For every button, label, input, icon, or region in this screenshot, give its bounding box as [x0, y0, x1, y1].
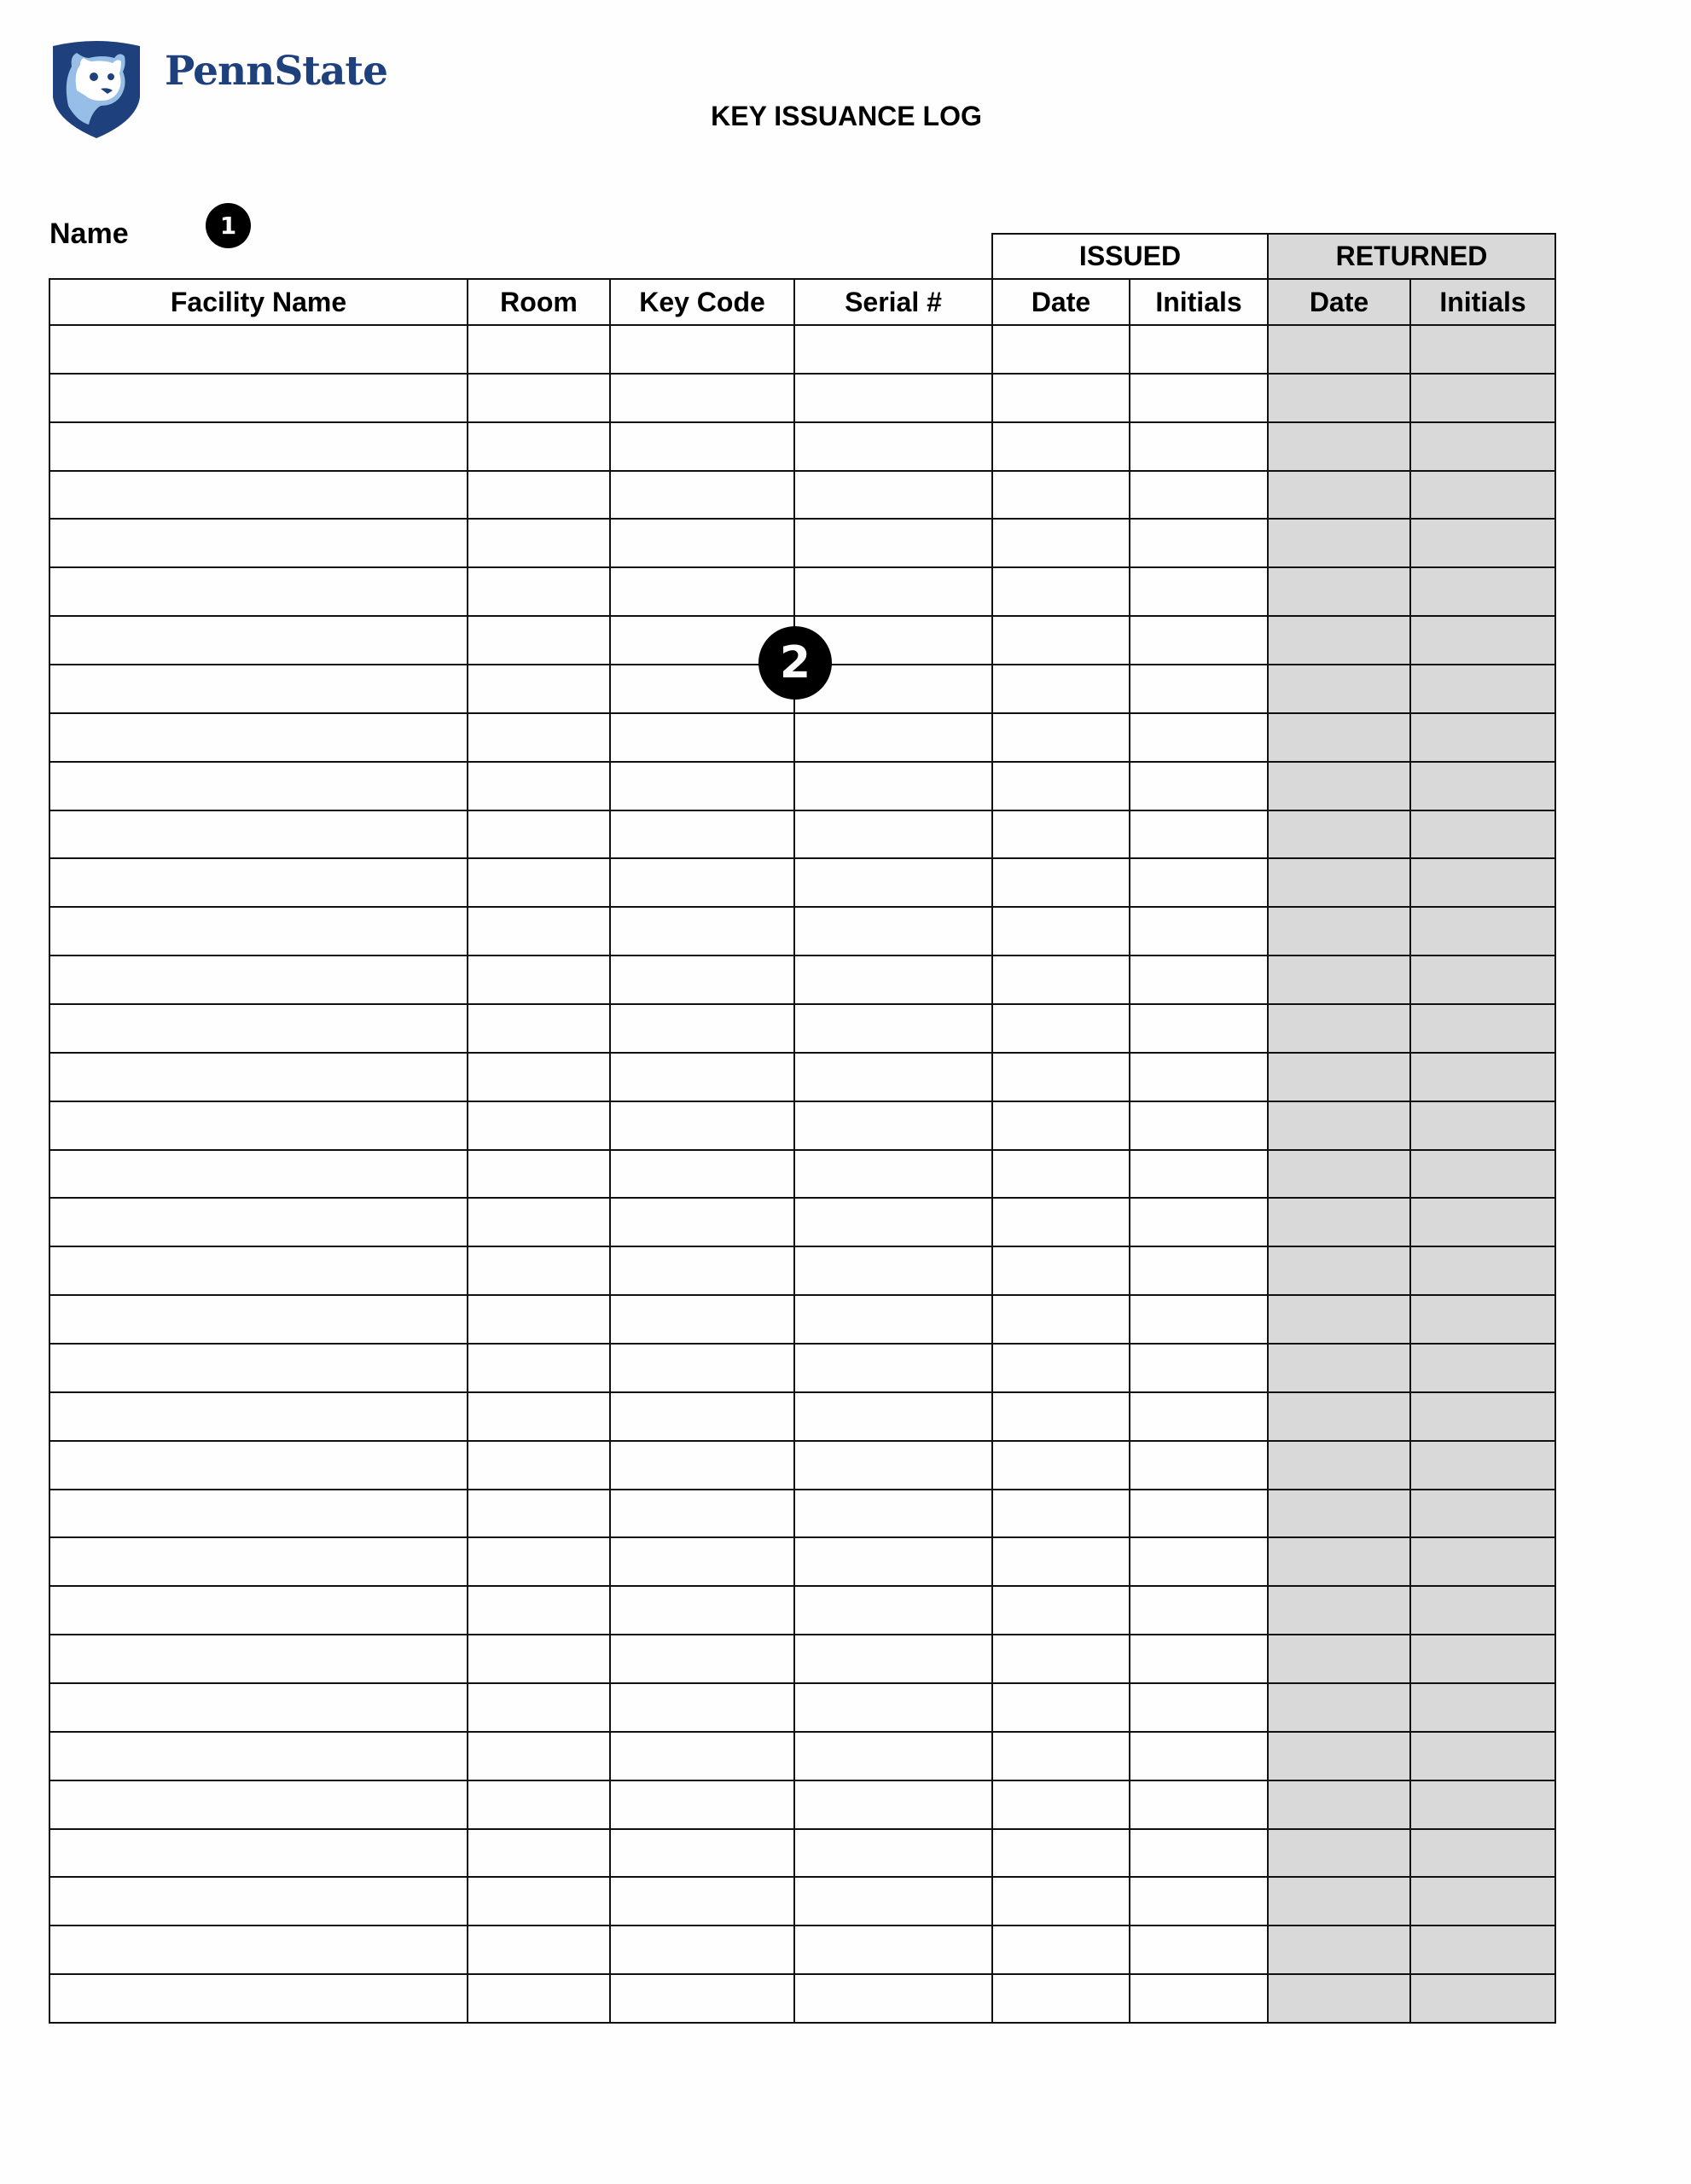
table-cell-issued-date[interactable]: [991, 1391, 1130, 1442]
table-cell-returned-initials[interactable]: [1409, 1828, 1556, 1878]
table-cell-serial-number[interactable]: [793, 1052, 993, 1102]
table-cell-issued-initials[interactable]: [1129, 664, 1269, 714]
table-cell-key-code[interactable]: [609, 1682, 795, 1733]
table-cell-returned-initials[interactable]: [1409, 1149, 1556, 1199]
table-cell-serial-number[interactable]: [793, 1731, 993, 1781]
table-cell-serial-number[interactable]: [793, 761, 993, 811]
table-cell-room[interactable]: [467, 1489, 611, 1538]
table-cell-key-code[interactable]: [609, 518, 795, 568]
table-cell-issued-date[interactable]: [991, 1536, 1130, 1587]
table-cell-facility-name[interactable]: [49, 1828, 468, 1878]
table-cell-returned-initials[interactable]: [1409, 1294, 1556, 1345]
table-cell-issued-date[interactable]: [991, 518, 1130, 568]
table-cell-returned-initials[interactable]: [1409, 1440, 1556, 1490]
table-cell-serial-number[interactable]: [793, 1391, 993, 1442]
table-cell-room[interactable]: [467, 324, 611, 375]
table-cell-serial-number[interactable]: [793, 1101, 993, 1151]
pennstate-logo: [51, 39, 392, 140]
table-cell-returned-initials[interactable]: [1409, 518, 1556, 568]
table-cell-returned-date[interactable]: [1267, 1294, 1411, 1345]
table-cell-facility-name[interactable]: [49, 712, 468, 763]
table-cell-room[interactable]: [467, 1149, 611, 1199]
table-cell-facility-name[interactable]: [49, 1925, 468, 1975]
table-cell-returned-initials[interactable]: [1409, 1682, 1556, 1733]
table-cell-returned-initials[interactable]: [1409, 421, 1556, 472]
table-cell-serial-number[interactable]: [793, 1197, 993, 1247]
table-cell-room[interactable]: [467, 857, 611, 908]
table-cell-returned-date[interactable]: [1267, 1634, 1411, 1684]
table-cell-serial-number[interactable]: [793, 1294, 993, 1345]
table-cell-returned-initials[interactable]: [1409, 1246, 1556, 1296]
table-cell-issued-initials[interactable]: [1129, 1731, 1269, 1781]
table-cell-facility-name[interactable]: [49, 566, 468, 617]
table-cell-key-code[interactable]: [609, 857, 795, 908]
table-cell-issued-initials[interactable]: [1129, 1391, 1269, 1442]
table-cell-returned-initials[interactable]: [1409, 1003, 1556, 1054]
table-cell-room[interactable]: [467, 1003, 611, 1054]
table-cell-key-code[interactable]: [609, 955, 795, 1005]
table-cell-issued-date[interactable]: [991, 1828, 1130, 1878]
table-cell-facility-name[interactable]: [49, 615, 468, 665]
table-cell-returned-initials[interactable]: [1409, 1101, 1556, 1151]
table-cell-issued-date[interactable]: [991, 1101, 1130, 1151]
name-label: Name: [49, 218, 129, 250]
table-cell-room[interactable]: [467, 1682, 611, 1733]
table-cell-room[interactable]: [467, 373, 611, 423]
annotation-badge-1: 1: [206, 203, 251, 248]
table-cell-issued-initials[interactable]: [1129, 857, 1269, 908]
table-cell-key-code[interactable]: [609, 1294, 795, 1345]
table-cell-issued-date[interactable]: [991, 1343, 1130, 1393]
table-cell-facility-name[interactable]: [49, 1246, 468, 1296]
table-cell-returned-initials[interactable]: [1409, 1731, 1556, 1781]
table-cell-issued-date[interactable]: [991, 857, 1130, 908]
table-cell-returned-date[interactable]: [1267, 1440, 1411, 1490]
table-cell-room[interactable]: [467, 664, 611, 714]
table-cell-returned-initials[interactable]: [1409, 761, 1556, 811]
table-cell-issued-date[interactable]: [991, 712, 1130, 763]
table-cell-issued-date[interactable]: [991, 1682, 1130, 1733]
table-cell-room[interactable]: [467, 1294, 611, 1345]
pennstate-wordmark: PennState: [165, 48, 388, 95]
table-cell-room[interactable]: [467, 810, 611, 859]
table-cell-room[interactable]: [467, 1536, 611, 1587]
table-cell-room[interactable]: [467, 1391, 611, 1442]
table-cell-returned-initials[interactable]: [1409, 1876, 1556, 1926]
table-cell-returned-initials[interactable]: [1409, 906, 1556, 956]
table-cell-room[interactable]: [467, 1052, 611, 1102]
table-cell-facility-name[interactable]: [49, 1101, 468, 1151]
table-cell-room[interactable]: [467, 1101, 611, 1151]
table-cell-issued-initials[interactable]: [1129, 1536, 1269, 1587]
table-cell-issued-date[interactable]: [991, 1440, 1130, 1490]
table-cell-issued-date[interactable]: [991, 566, 1130, 617]
table-cell-serial-number[interactable]: [793, 906, 993, 956]
table-cell-returned-date[interactable]: [1267, 1391, 1411, 1442]
table-cell-facility-name[interactable]: [49, 1489, 468, 1538]
table-cell-facility-name[interactable]: [49, 1682, 468, 1733]
table-cell-key-code[interactable]: [609, 761, 795, 811]
table-cell-key-code[interactable]: [609, 324, 795, 375]
table-cell-returned-date[interactable]: [1267, 566, 1411, 617]
table-cell-room[interactable]: [467, 1197, 611, 1247]
table-cell-key-code[interactable]: [609, 810, 795, 859]
table-cell-issued-initials[interactable]: [1129, 1440, 1269, 1490]
table-cell-returned-initials[interactable]: [1409, 810, 1556, 859]
table-cell-serial-number[interactable]: [793, 1828, 993, 1878]
table-cell-returned-date[interactable]: [1267, 810, 1411, 859]
table-cell-key-code[interactable]: [609, 1197, 795, 1247]
table-cell-room[interactable]: [467, 470, 611, 520]
table-cell-serial-number[interactable]: [793, 1440, 993, 1490]
table-cell-issued-initials[interactable]: [1129, 1489, 1269, 1538]
table-cell-issued-date[interactable]: [991, 421, 1130, 472]
table-cell-returned-initials[interactable]: [1409, 566, 1556, 617]
table-cell-returned-date[interactable]: [1267, 324, 1411, 375]
table-cell-returned-date[interactable]: [1267, 1780, 1411, 1830]
table-cell-room[interactable]: [467, 566, 611, 617]
table-cell-key-code[interactable]: [609, 1876, 795, 1926]
table-cell-returned-initials[interactable]: [1409, 1780, 1556, 1830]
table-cell-issued-initials[interactable]: [1129, 1149, 1269, 1199]
table-cell-key-code[interactable]: [609, 1343, 795, 1393]
table-cell-issued-date[interactable]: [991, 1246, 1130, 1296]
table-cell-returned-initials[interactable]: [1409, 664, 1556, 714]
table-cell-issued-initials[interactable]: [1129, 1197, 1269, 1247]
table-cell-returned-initials[interactable]: [1409, 615, 1556, 665]
table-cell-key-code[interactable]: [609, 1634, 795, 1684]
table-cell-room[interactable]: [467, 1343, 611, 1393]
table-cell-room[interactable]: [467, 712, 611, 763]
table-cell-facility-name[interactable]: [49, 955, 468, 1005]
table-cell-serial-number[interactable]: [793, 1780, 993, 1830]
table-cell-issued-date[interactable]: [991, 955, 1130, 1005]
column-header-issued-initials: Initials: [1129, 278, 1269, 326]
table-cell-issued-date[interactable]: [991, 1585, 1130, 1635]
table-cell-serial-number[interactable]: [793, 1003, 993, 1054]
table-cell-room[interactable]: [467, 906, 611, 956]
table-cell-room[interactable]: [467, 1780, 611, 1830]
table-cell-issued-date[interactable]: [991, 373, 1130, 423]
table-cell-returned-date[interactable]: [1267, 857, 1411, 908]
table-cell-serial-number[interactable]: [793, 810, 993, 859]
table-cell-issued-date[interactable]: [991, 1197, 1130, 1247]
table-cell-returned-date[interactable]: [1267, 1731, 1411, 1781]
table-cell-returned-initials[interactable]: [1409, 955, 1556, 1005]
table-cell-issued-initials[interactable]: [1129, 1828, 1269, 1878]
table-cell-returned-date[interactable]: [1267, 1343, 1411, 1393]
table-cell-key-code[interactable]: [609, 1780, 795, 1830]
table-cell-issued-date[interactable]: [991, 1780, 1130, 1830]
table-cell-issued-initials[interactable]: [1129, 518, 1269, 568]
table-cell-returned-date[interactable]: [1267, 1876, 1411, 1926]
table-cell-facility-name[interactable]: [49, 1197, 468, 1247]
table-cell-issued-date[interactable]: [991, 324, 1130, 375]
column-header-key-code: Key Code: [609, 278, 795, 326]
table-cell-issued-date[interactable]: [991, 1003, 1130, 1054]
table-cell-key-code[interactable]: [609, 373, 795, 423]
table-cell-issued-initials[interactable]: [1129, 373, 1269, 423]
table-cell-returned-date[interactable]: [1267, 955, 1411, 1005]
table-cell-issued-initials[interactable]: [1129, 1246, 1269, 1296]
table-cell-returned-initials[interactable]: [1409, 1343, 1556, 1393]
table-cell-returned-date[interactable]: [1267, 712, 1411, 763]
table-cell-issued-initials[interactable]: [1129, 566, 1269, 617]
table-cell-issued-initials[interactable]: [1129, 615, 1269, 665]
table-cell-issued-initials[interactable]: [1129, 906, 1269, 956]
table-cell-issued-date[interactable]: [991, 1925, 1130, 1975]
table-cell-returned-initials[interactable]: [1409, 1391, 1556, 1442]
table-cell-issued-date[interactable]: [991, 1731, 1130, 1781]
table-cell-key-code[interactable]: [609, 906, 795, 956]
table-cell-returned-date[interactable]: [1267, 518, 1411, 568]
table-cell-returned-initials[interactable]: [1409, 470, 1556, 520]
column-header-serial-number: Serial #: [793, 278, 993, 326]
table-cell-issued-date[interactable]: [991, 810, 1130, 859]
table-cell-returned-date[interactable]: [1267, 761, 1411, 811]
table-cell-issued-date[interactable]: [991, 1876, 1130, 1926]
table-cell-returned-date[interactable]: [1267, 1682, 1411, 1733]
table-cell-serial-number[interactable]: [793, 857, 993, 908]
table-cell-returned-initials[interactable]: [1409, 1973, 1556, 2024]
table-cell-returned-date[interactable]: [1267, 421, 1411, 472]
table-cell-room[interactable]: [467, 1634, 611, 1684]
table-cell-facility-name[interactable]: [49, 518, 468, 568]
table-cell-issued-initials[interactable]: [1129, 1925, 1269, 1975]
table-cell-key-code[interactable]: [609, 1101, 795, 1151]
group-header-returned: RETURNED: [1267, 233, 1556, 280]
table-cell-facility-name[interactable]: [49, 1973, 468, 2024]
table-cell-room[interactable]: [467, 1973, 611, 2024]
table-cell-issued-date[interactable]: [991, 1489, 1130, 1538]
table-cell-issued-initials[interactable]: [1129, 324, 1269, 375]
table-cell-serial-number[interactable]: [793, 1634, 993, 1684]
table-cell-room[interactable]: [467, 1925, 611, 1975]
table-cell-serial-number[interactable]: [793, 421, 993, 472]
table-cell-returned-date[interactable]: [1267, 1052, 1411, 1102]
table-cell-serial-number[interactable]: [793, 955, 993, 1005]
table-cell-issued-date[interactable]: [991, 1052, 1130, 1102]
table-cell-facility-name[interactable]: [49, 1585, 468, 1635]
table-cell-issued-initials[interactable]: [1129, 1634, 1269, 1684]
table-cell-returned-date[interactable]: [1267, 1536, 1411, 1587]
table-cell-returned-initials[interactable]: [1409, 1536, 1556, 1587]
table-cell-serial-number[interactable]: [793, 1876, 993, 1926]
table-cell-room[interactable]: [467, 615, 611, 665]
table-cell-returned-initials[interactable]: [1409, 1634, 1556, 1684]
table-cell-key-code[interactable]: [609, 1585, 795, 1635]
table-cell-returned-initials[interactable]: [1409, 857, 1556, 908]
table-cell-facility-name[interactable]: [49, 906, 468, 956]
table-cell-returned-date[interactable]: [1267, 1489, 1411, 1538]
table-cell-key-code[interactable]: [609, 1246, 795, 1296]
table-cell-issued-initials[interactable]: [1129, 955, 1269, 1005]
table-cell-serial-number[interactable]: [793, 1343, 993, 1393]
table-cell-room[interactable]: [467, 1731, 611, 1781]
table-cell-returned-initials[interactable]: [1409, 1925, 1556, 1975]
table-cell-returned-initials[interactable]: [1409, 1197, 1556, 1247]
table-cell-issued-initials[interactable]: [1129, 421, 1269, 472]
table-cell-facility-name[interactable]: [49, 1343, 468, 1393]
table-cell-returned-initials[interactable]: [1409, 1052, 1556, 1102]
annotation-badge-2: 2: [758, 626, 832, 700]
table-cell-facility-name[interactable]: [49, 324, 468, 375]
table-cell-returned-date[interactable]: [1267, 615, 1411, 665]
table-cell-issued-initials[interactable]: [1129, 712, 1269, 763]
table-cell-room[interactable]: [467, 1440, 611, 1490]
table-cell-facility-name[interactable]: [49, 664, 468, 714]
table-cell-facility-name[interactable]: [49, 373, 468, 423]
table-cell-returned-date[interactable]: [1267, 1925, 1411, 1975]
table-cell-facility-name[interactable]: [49, 1634, 468, 1684]
table-cell-facility-name[interactable]: [49, 421, 468, 472]
table-cell-returned-initials[interactable]: [1409, 373, 1556, 423]
table-cell-key-code[interactable]: [609, 1973, 795, 2024]
table-cell-facility-name[interactable]: [49, 1003, 468, 1054]
table-cell-issued-date[interactable]: [991, 1149, 1130, 1199]
group-header-issued: ISSUED: [991, 233, 1269, 280]
table-cell-key-code[interactable]: [609, 1003, 795, 1054]
table-cell-issued-date[interactable]: [991, 615, 1130, 665]
table-cell-facility-name[interactable]: [49, 1876, 468, 1926]
table-cell-issued-initials[interactable]: [1129, 1780, 1269, 1830]
table-cell-issued-initials[interactable]: [1129, 810, 1269, 859]
table-cell-serial-number[interactable]: [793, 373, 993, 423]
table-cell-returned-initials[interactable]: [1409, 712, 1556, 763]
table-cell-serial-number[interactable]: [793, 324, 993, 375]
table-cell-serial-number[interactable]: [793, 1585, 993, 1635]
table-cell-facility-name[interactable]: [49, 1391, 468, 1442]
table-cell-issued-initials[interactable]: [1129, 1973, 1269, 2024]
table-cell-serial-number[interactable]: [793, 1973, 993, 2024]
table-cell-issued-initials[interactable]: [1129, 470, 1269, 520]
table-cell-issued-date[interactable]: [991, 1294, 1130, 1345]
table-cell-issued-initials[interactable]: [1129, 1682, 1269, 1733]
table-cell-facility-name[interactable]: [49, 470, 468, 520]
table-cell-room[interactable]: [467, 761, 611, 811]
table-cell-key-code[interactable]: [609, 1489, 795, 1538]
table-cell-serial-number[interactable]: [793, 1925, 993, 1975]
table-cell-issued-initials[interactable]: [1129, 761, 1269, 811]
table-cell-serial-number[interactable]: [793, 1149, 993, 1199]
table-cell-returned-date[interactable]: [1267, 1585, 1411, 1635]
table-cell-issued-initials[interactable]: [1129, 1294, 1269, 1345]
table-cell-room[interactable]: [467, 421, 611, 472]
table-cell-issued-initials[interactable]: [1129, 1101, 1269, 1151]
table-cell-issued-initials[interactable]: [1129, 1052, 1269, 1102]
table-cell-facility-name[interactable]: [49, 1536, 468, 1587]
table-cell-serial-number[interactable]: [793, 1246, 993, 1296]
table-cell-returned-initials[interactable]: [1409, 1585, 1556, 1635]
table-cell-issued-date[interactable]: [991, 664, 1130, 714]
table-cell-serial-number[interactable]: [793, 566, 993, 617]
table-cell-issued-date[interactable]: [991, 1973, 1130, 2024]
column-header-facility-name: Facility Name: [49, 278, 468, 326]
table-cell-facility-name[interactable]: [49, 1052, 468, 1102]
table-cell-issued-initials[interactable]: [1129, 1585, 1269, 1635]
table-cell-returned-date[interactable]: [1267, 1101, 1411, 1151]
column-header-issued-date: Date: [991, 278, 1130, 326]
table-cell-facility-name[interactable]: [49, 1149, 468, 1199]
table-cell-issued-date[interactable]: [991, 1634, 1130, 1684]
table-cell-facility-name[interactable]: [49, 1440, 468, 1490]
table-cell-returned-date[interactable]: [1267, 1246, 1411, 1296]
table-cell-returned-date[interactable]: [1267, 470, 1411, 520]
table-cell-serial-number[interactable]: [793, 1536, 993, 1587]
table-cell-facility-name[interactable]: [49, 761, 468, 811]
table-cell-facility-name[interactable]: [49, 1780, 468, 1830]
page-title: KEY ISSUANCE LOG: [711, 101, 982, 131]
column-header-returned-initials: Initials: [1409, 278, 1556, 326]
table-cell-facility-name[interactable]: [49, 810, 468, 859]
table-cell-key-code[interactable]: [609, 1731, 795, 1781]
table-cell-key-code[interactable]: [609, 566, 795, 617]
table-cell-key-code[interactable]: [609, 712, 795, 763]
table-cell-key-code[interactable]: [609, 1536, 795, 1587]
table-cell-returned-date[interactable]: [1267, 1973, 1411, 2024]
table-cell-key-code[interactable]: [609, 1440, 795, 1490]
table-cell-facility-name[interactable]: [49, 857, 468, 908]
table-cell-issued-date[interactable]: [991, 761, 1130, 811]
table-cell-key-code[interactable]: [609, 1828, 795, 1878]
table-cell-returned-date[interactable]: [1267, 1197, 1411, 1247]
table-cell-returned-date[interactable]: [1267, 373, 1411, 423]
table-cell-room[interactable]: [467, 1828, 611, 1878]
table-cell-facility-name[interactable]: [49, 1731, 468, 1781]
column-header-room: Room: [467, 278, 611, 326]
table-cell-returned-date[interactable]: [1267, 1149, 1411, 1199]
table-cell-serial-number[interactable]: [793, 1489, 993, 1538]
table-cell-room[interactable]: [467, 1585, 611, 1635]
table-cell-key-code[interactable]: [609, 1149, 795, 1199]
table-cell-returned-date[interactable]: [1267, 906, 1411, 956]
table-cell-returned-date[interactable]: [1267, 1828, 1411, 1878]
table-cell-room[interactable]: [467, 955, 611, 1005]
table-cell-room[interactable]: [467, 518, 611, 568]
table-cell-key-code[interactable]: [609, 1925, 795, 1975]
column-header-returned-date: Date: [1267, 278, 1411, 326]
table-cell-returned-initials[interactable]: [1409, 1489, 1556, 1538]
table-cell-serial-number[interactable]: [793, 712, 993, 763]
table-cell-serial-number[interactable]: [793, 1682, 993, 1733]
table-cell-issued-initials[interactable]: [1129, 1876, 1269, 1926]
table-cell-returned-initials[interactable]: [1409, 324, 1556, 375]
table-cell-issued-initials[interactable]: [1129, 1343, 1269, 1393]
table-cell-issued-date[interactable]: [991, 470, 1130, 520]
table-cell-room[interactable]: [467, 1876, 611, 1926]
table-cell-key-code[interactable]: [609, 421, 795, 472]
nittany-lion-shield-icon: [51, 39, 142, 138]
table-cell-serial-number[interactable]: [793, 518, 993, 568]
table-cell-room[interactable]: [467, 1246, 611, 1296]
table-cell-returned-date[interactable]: [1267, 1003, 1411, 1054]
table-cell-key-code[interactable]: [609, 1052, 795, 1102]
table-cell-serial-number[interactable]: [793, 470, 993, 520]
table-cell-key-code[interactable]: [609, 470, 795, 520]
table-cell-issued-initials[interactable]: [1129, 1003, 1269, 1054]
table-cell-issued-date[interactable]: [991, 906, 1130, 956]
table-cell-key-code[interactable]: [609, 1391, 795, 1442]
table-cell-returned-date[interactable]: [1267, 664, 1411, 714]
table-cell-facility-name[interactable]: [49, 1294, 468, 1345]
